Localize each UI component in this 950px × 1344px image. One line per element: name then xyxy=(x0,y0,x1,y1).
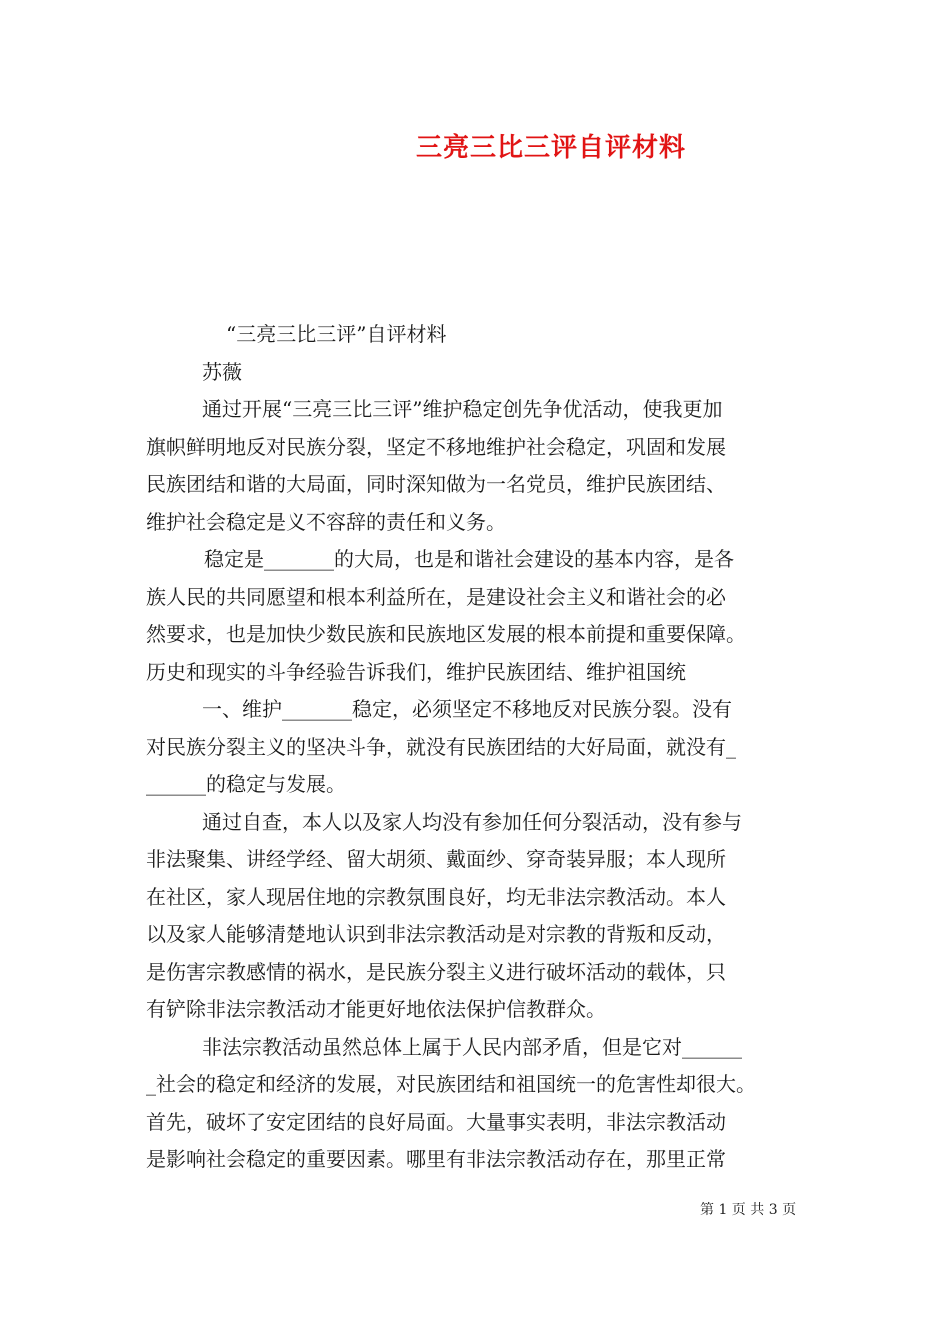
text-line: 是伤害宗教感情的祸水，是民族分裂主义进行破坏活动的载体，只 xyxy=(146,959,726,984)
text-line: 对民族分裂主义的坚决斗争，就没有民族团结的大好局面，就没有_ xyxy=(146,734,736,759)
text-line: 非法宗教活动虽然总体上属于人民内部矛盾，但是它对______ xyxy=(202,1034,742,1059)
text-line: 稳定是_______的大局，也是和谐社会建设的基本内容，是各 xyxy=(204,547,734,571)
author-line: 苏薇 xyxy=(202,359,242,384)
text-line: 维护社会稳定是义不容辞的责任和义务。 xyxy=(146,509,506,534)
document-title: 三亮三比三评自评材料 xyxy=(415,133,686,163)
text-line: 一、维护_______稳定，必须坚定不移地反对民族分裂。没有 xyxy=(202,697,732,721)
subtitle-line: “三亮三比三评”自评材料 xyxy=(226,322,447,346)
text-line: 然要求，也是加快少数民族和民族地区发展的根本前提和重要保障。 xyxy=(146,622,746,646)
text-line: 旗帜鲜明地反对民族分裂，坚定不移地维护社会稳定，巩固和发展 xyxy=(146,434,726,459)
text-line: 首先，破坏了安定团结的良好局面。大量事实表明，非法宗教活动 xyxy=(146,1109,726,1134)
text-line: 非法聚集、讲经学经、留大胡须、戴面纱、穿奇装异服；本人现所 xyxy=(146,847,726,871)
text-line: 族人民的共同愿望和根本利益所在，是建设社会主义和谐社会的必 xyxy=(146,584,726,609)
text-line: 通过自查，本人以及家人均没有参加任何分裂活动，没有参与 xyxy=(202,809,742,834)
document-body xyxy=(146,316,808,1179)
text-line: 在社区，家人现居住地的宗教氛围良好，均无非法宗教活动。本人 xyxy=(146,884,726,909)
text-line: 以及家人能够清楚地认识到非法宗教活动是对宗教的背叛和反动， xyxy=(146,922,726,946)
text-line: ______的稳定与发展。 xyxy=(146,772,346,796)
text-line: 有铲除非法宗教活动才能更好地依法保护信教群众。 xyxy=(146,997,606,1021)
text-line: 民族团结和谐的大局面，同时深知做为一名党员，维护民族团结、 xyxy=(146,472,726,496)
text-line: _社会的稳定和经济的发展，对民族团结和祖国统一的危害性却很大。 xyxy=(146,1072,756,1096)
text-line: 通过开展“三亮三比三评”维护稳定创先争优活动，使我更加 xyxy=(202,397,723,421)
text-line: 是影响社会稳定的重要因素。哪里有非法宗教活动存在，那里正常 xyxy=(146,1147,726,1171)
text-line: 历史和现实的斗争经验告诉我们，维护民族团结、维护祖国统 xyxy=(146,659,686,684)
page-number: 第 1 页 共 3 页 xyxy=(700,1202,797,1218)
